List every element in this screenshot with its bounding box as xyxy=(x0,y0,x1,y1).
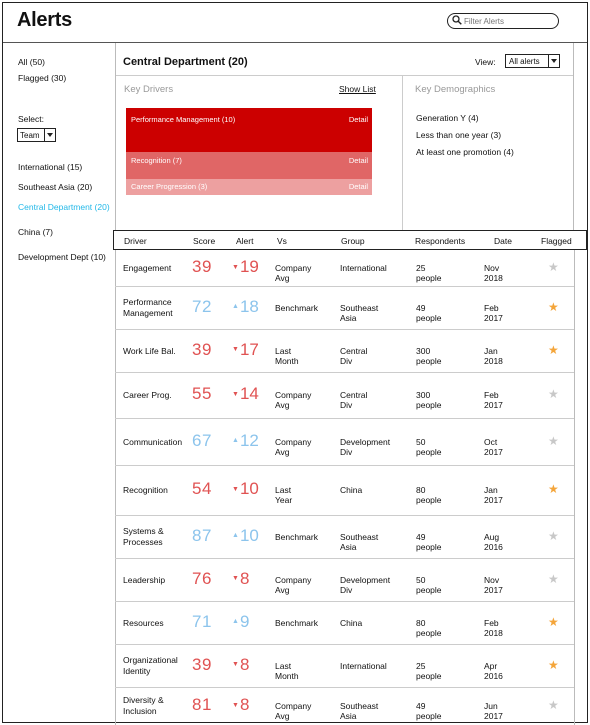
date-cell: Aug 2016 xyxy=(484,531,503,552)
view-select[interactable] xyxy=(505,54,560,68)
star-empty-icon[interactable]: ★ xyxy=(548,571,559,586)
department-title: Central Department (20) xyxy=(123,56,248,68)
row-divider xyxy=(115,558,574,559)
page-title: Alerts xyxy=(17,9,72,31)
driver-bar-performance[interactable] xyxy=(126,108,372,152)
driver-bar-recognition[interactable] xyxy=(126,152,372,179)
column-header-date[interactable]: Date xyxy=(494,236,512,246)
alert-value: 19 xyxy=(239,257,259,276)
score-value: 39 xyxy=(192,257,212,276)
arrow-up-icon: ▲ xyxy=(232,437,239,444)
star-filled-icon[interactable]: ★ xyxy=(548,342,559,357)
alert-value: 8 xyxy=(239,568,250,588)
score-value: 72 xyxy=(192,296,212,316)
driver-cell: Engagement xyxy=(123,263,172,273)
star-filled-icon[interactable]: ★ xyxy=(548,657,559,672)
search-input[interactable] xyxy=(464,17,554,26)
column-header-vs[interactable]: Vs xyxy=(277,236,287,246)
vs-cell: Company Avg xyxy=(275,701,312,721)
driver-bar-label: Recognition (7) xyxy=(131,156,182,165)
star-empty-icon[interactable]: ★ xyxy=(548,387,559,401)
filter-all[interactable]: All (50) xyxy=(18,57,45,67)
search-box[interactable] xyxy=(447,13,559,29)
star-empty-icon[interactable]: ★ xyxy=(548,260,559,274)
respondents-cell: 50 people xyxy=(416,574,442,595)
row-divider xyxy=(115,372,574,373)
score-value: 76 xyxy=(192,568,212,588)
alert-change xyxy=(232,695,249,715)
alert-value: 12 xyxy=(239,430,259,450)
alert-change xyxy=(232,431,259,451)
alert-value: 9 xyxy=(239,611,250,631)
alert-change xyxy=(232,257,259,277)
vs-cell: Last Month xyxy=(275,660,299,681)
driver-detail-link[interactable]: Detail xyxy=(348,156,368,165)
date-cell: Jan 2017 xyxy=(484,485,503,505)
date-cell: Feb 2017 xyxy=(484,302,503,323)
score-value: 71 xyxy=(192,611,212,631)
team-select-value: Team xyxy=(20,130,40,140)
star-filled-icon[interactable]: ★ xyxy=(548,614,559,629)
group-cell: Southeast Asia xyxy=(340,302,379,323)
driver-bar-career[interactable] xyxy=(126,179,372,195)
alert-value: 8 xyxy=(239,654,250,674)
alert-value: 18 xyxy=(239,296,259,316)
team-select[interactable] xyxy=(17,128,56,142)
column-header-respondents[interactable]: Respondents xyxy=(415,236,466,246)
table-right-border xyxy=(574,250,575,725)
respondents-cell: 300 people xyxy=(416,390,442,410)
arrow-down-icon: ▼ xyxy=(232,485,239,493)
driver-cell: Systems & Processes xyxy=(123,525,164,547)
vs-cell: Company Avg xyxy=(275,390,312,410)
team-item[interactable]: Southeast Asia (20) xyxy=(18,182,93,192)
vs-cell: Benchmark xyxy=(275,531,318,542)
search-icon xyxy=(452,15,462,27)
arrow-down-icon: ▼ xyxy=(232,661,239,668)
score-value: 67 xyxy=(192,430,212,450)
group-cell: International xyxy=(340,660,387,671)
arrow-down-icon: ▼ xyxy=(232,701,239,709)
star-filled-icon[interactable]: ★ xyxy=(548,299,559,314)
group-cell: Development Div xyxy=(340,436,391,457)
star-empty-icon[interactable]: ★ xyxy=(548,528,559,543)
view-select-value: All alerts xyxy=(509,56,540,66)
score-value: 55 xyxy=(192,384,212,403)
driver-cell: Performance Management xyxy=(123,296,173,318)
key-demographics-title: Key Demographics xyxy=(415,84,496,95)
score-value: 39 xyxy=(192,654,212,674)
table-left-border xyxy=(115,250,116,725)
star-empty-icon[interactable]: ★ xyxy=(548,433,559,448)
date-cell: Jan 2018 xyxy=(484,345,503,366)
date-cell: Nov 2018 xyxy=(484,263,503,283)
driver-cell: Career Prog. xyxy=(123,390,172,400)
driver-cell: Diversity & Inclusion xyxy=(123,695,164,716)
score-value: 54 xyxy=(192,479,212,498)
arrow-down-icon: ▼ xyxy=(232,346,239,353)
respondents-cell: 80 people xyxy=(416,485,442,505)
group-cell: Development Div xyxy=(340,574,391,595)
alert-change xyxy=(232,526,259,546)
score-value: 39 xyxy=(192,339,212,359)
arrow-down-icon: ▼ xyxy=(232,263,239,271)
chevron-down-icon[interactable] xyxy=(44,129,55,141)
alert-value: 10 xyxy=(239,479,259,498)
alert-change xyxy=(232,569,249,589)
respondents-cell: 80 people xyxy=(416,617,442,638)
row-divider xyxy=(115,418,574,419)
score-value: 81 xyxy=(192,695,212,714)
star-filled-icon[interactable]: ★ xyxy=(548,482,559,496)
row-divider xyxy=(115,286,574,287)
respondents-cell: 300 people xyxy=(416,345,442,366)
select-label: Select: xyxy=(18,114,44,124)
vs-cell: Company Avg xyxy=(275,263,312,283)
row-divider xyxy=(115,601,574,602)
alert-change xyxy=(232,384,259,404)
alert-value: 8 xyxy=(239,695,250,714)
panel-divider xyxy=(116,75,573,76)
demographic-item[interactable]: Less than one year (3) xyxy=(416,130,502,140)
alert-value: 17 xyxy=(239,339,259,359)
arrow-down-icon: ▼ xyxy=(232,390,239,398)
demographic-item[interactable]: At least one promotion (4) xyxy=(416,147,514,157)
driver-detail-link[interactable]: Detail xyxy=(348,182,368,191)
driver-bar-label: Performance Management (10) xyxy=(131,115,236,124)
respondents-cell: 50 people xyxy=(416,436,442,457)
respondents-cell: 25 people xyxy=(416,660,442,681)
arrow-down-icon: ▼ xyxy=(232,575,239,582)
respondents-cell: 25 people xyxy=(416,263,442,283)
date-cell: Oct 2017 xyxy=(484,436,503,457)
chevron-down-icon[interactable] xyxy=(548,55,559,67)
driver-cell: Communication xyxy=(123,436,183,447)
driver-cell: Work Life Bal. xyxy=(123,345,176,356)
star-empty-icon[interactable]: ★ xyxy=(548,698,559,712)
driver-cell: Resources xyxy=(123,617,164,628)
key-drivers-title: Key Drivers xyxy=(124,84,174,95)
date-cell: Feb 2018 xyxy=(484,617,503,638)
arrow-up-icon: ▲ xyxy=(232,618,239,625)
vs-cell: Company Avg xyxy=(275,574,312,595)
alert-change xyxy=(232,340,259,360)
date-cell: Apr 2016 xyxy=(484,660,503,681)
arrow-up-icon: ▲ xyxy=(232,303,239,310)
team-item[interactable]: China (7) xyxy=(18,227,53,237)
row-divider xyxy=(115,644,574,645)
team-item[interactable]: Development Dept (10) xyxy=(18,252,106,262)
team-item[interactable]: International (15) xyxy=(18,162,83,172)
filter-flagged[interactable]: Flagged (30) xyxy=(18,73,67,83)
alert-value: 10 xyxy=(239,525,259,545)
respondents-cell: 49 people xyxy=(416,531,442,552)
driver-cell: Leadership xyxy=(123,574,166,585)
vs-cell: Company Avg xyxy=(275,436,312,457)
alert-change xyxy=(232,612,249,632)
driver-cell: Recognition xyxy=(123,485,168,495)
respondents-cell: 49 people xyxy=(416,701,442,721)
column-header-score[interactable]: Score xyxy=(193,236,216,246)
alert-change xyxy=(232,297,259,317)
panel-column-divider xyxy=(402,76,403,230)
alert-value: 14 xyxy=(239,384,259,403)
column-header-flagged[interactable]: Flagged xyxy=(541,236,572,246)
row-divider xyxy=(115,465,574,466)
column-header-group[interactable]: Group xyxy=(341,236,365,246)
alert-change xyxy=(232,479,259,499)
driver-detail-link[interactable]: Detail xyxy=(348,115,368,124)
vs-cell: Benchmark xyxy=(275,302,318,313)
group-cell: International xyxy=(340,263,387,273)
vs-cell: Benchmark xyxy=(275,617,318,628)
group-cell: China xyxy=(340,617,363,628)
team-item[interactable]: Central Department (20) xyxy=(18,202,110,212)
row-divider xyxy=(115,515,574,516)
column-header-driver[interactable]: Driver xyxy=(124,236,147,246)
date-cell: Jun 2017 xyxy=(484,701,503,721)
date-cell: Feb 2017 xyxy=(484,390,503,410)
view-label: View: xyxy=(475,57,496,67)
group-cell: Southeast Asia xyxy=(340,531,379,552)
group-cell: Central Div xyxy=(340,390,368,410)
demographic-item[interactable]: Generation Y (4) xyxy=(416,113,479,123)
group-cell: Southeast Asia xyxy=(340,701,379,721)
driver-bar-label: Career Progression (3) xyxy=(131,182,208,191)
show-list-link[interactable]: Show List xyxy=(339,84,376,94)
group-cell: Central Div xyxy=(340,345,368,366)
group-cell: China xyxy=(340,485,363,495)
column-header-alert[interactable]: Alert xyxy=(236,236,254,246)
driver-cell: Organizational Identity xyxy=(123,654,178,676)
row-divider xyxy=(115,687,574,688)
arrow-up-icon: ▲ xyxy=(232,532,239,539)
score-value: 87 xyxy=(192,525,212,545)
row-divider xyxy=(115,329,574,330)
date-cell: Nov 2017 xyxy=(484,574,503,595)
alert-change xyxy=(232,655,249,675)
vs-cell: Last Year xyxy=(275,485,293,505)
respondents-cell: 49 people xyxy=(416,302,442,323)
vs-cell: Last Month xyxy=(275,345,299,366)
